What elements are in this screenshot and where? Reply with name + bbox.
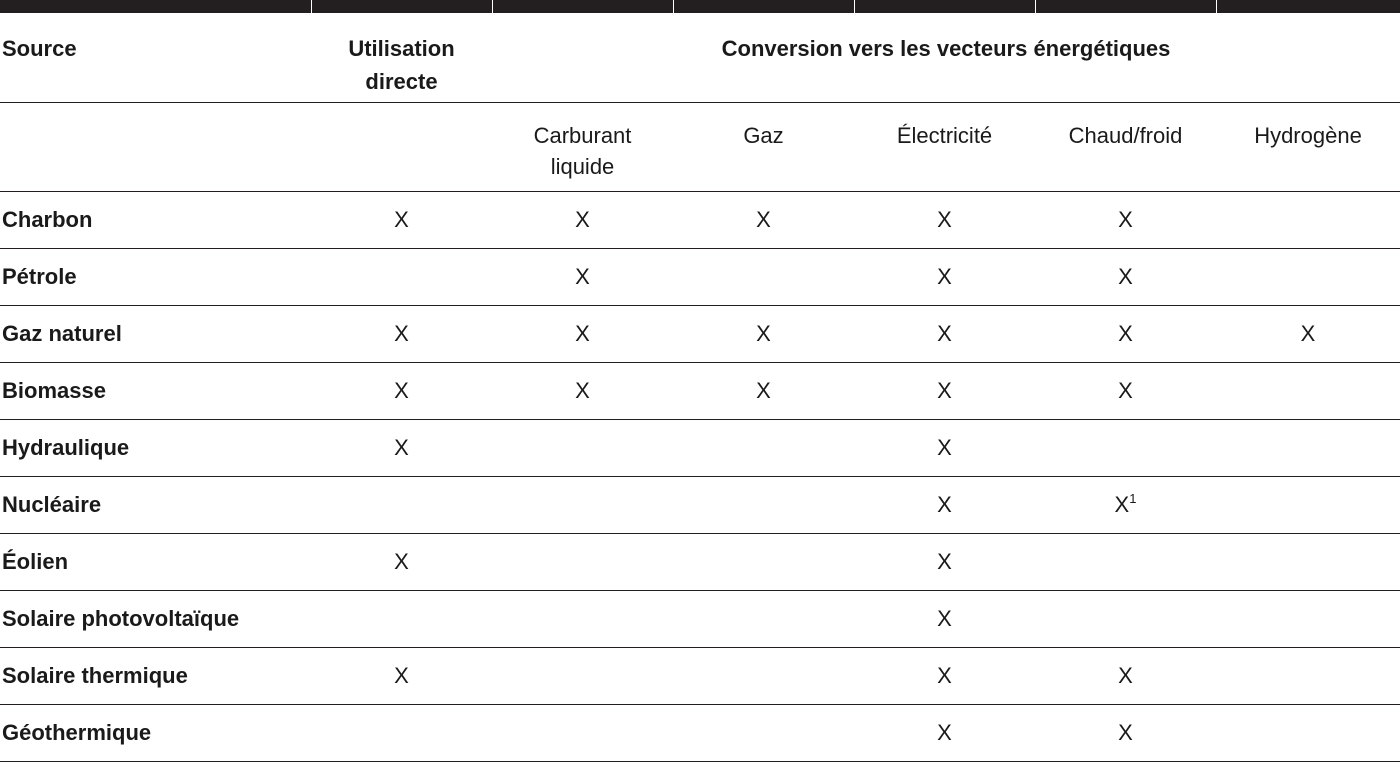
subheader-electricity: Électricité [854,102,1035,191]
subheader-hydrogen: Hydrogène [1216,102,1400,191]
cell-hydrogen [1216,362,1400,419]
cell-hydrogen [1216,533,1400,590]
cell-gas: X [673,305,854,362]
cell-liquid-fuel [492,533,673,590]
cell-liquid-fuel [492,476,673,533]
cell-heat-cold [1035,476,1216,533]
table-row [0,476,1400,533]
cell-liquid-fuel [492,704,673,761]
header-direct-line1: Utilisation [348,36,455,61]
row-source-name: Charbon [0,191,311,248]
cell-gas [673,419,854,476]
cell-liquid-fuel [492,647,673,704]
cell-electricity: X [854,647,1035,704]
cell-liquid-fuel [492,590,673,647]
row-source-name: Nucléaire [0,476,311,533]
cell-heat-cold: X [1035,305,1216,362]
table-row [0,533,1400,590]
cell-hydrogen [1216,191,1400,248]
cell-gas: X [673,191,854,248]
header-source: Source [0,13,311,102]
cell-direct: X [311,647,492,704]
cell-gas [673,647,854,704]
energy-conversion-table [0,13,1400,762]
cell-direct: X [311,419,492,476]
table-row [0,590,1400,647]
subheader-empty [0,102,311,191]
cell-direct: X [311,305,492,362]
cell-direct: X [311,191,492,248]
cell-hydrogen [1216,419,1400,476]
cell-direct [311,704,492,761]
rule-divider [1216,0,1217,13]
row-source-name: Solaire thermique [0,647,311,704]
cell-electricity: X [854,419,1035,476]
table-row [0,305,1400,362]
cell-electricity: X [854,704,1035,761]
subheader-empty-direct [311,102,492,191]
cell-electricity: X [854,590,1035,647]
rule-divider [492,0,493,13]
cell-heat-cold: X [1035,647,1216,704]
cell-electricity: X [854,248,1035,305]
subheader-liquid-fuel [492,102,673,191]
cell-hydrogen [1216,704,1400,761]
cell-hydrogen: X [1216,305,1400,362]
cell-heat-cold [1035,590,1216,647]
row-source-name: Géothermique [0,704,311,761]
cell-heat-cold-value: X [1114,492,1130,517]
cell-heat-cold: X [1035,704,1216,761]
subheader-row [0,102,1400,191]
table-row [0,419,1400,476]
cell-direct [311,476,492,533]
row-source-name: Éolien [0,533,311,590]
cell-heat-cold [1035,419,1216,476]
cell-gas [673,704,854,761]
cell-gas [673,533,854,590]
cell-direct [311,590,492,647]
cell-gas [673,248,854,305]
header-direct-line2: directe [365,69,438,94]
cell-heat-cold: X [1035,191,1216,248]
row-source-name: Gaz naturel [0,305,311,362]
rule-divider [1035,0,1036,13]
subheader-fuel-line2: liquide [550,153,615,179]
cell-hydrogen [1216,476,1400,533]
cell-liquid-fuel [492,419,673,476]
row-source-name: Hydraulique [0,419,311,476]
cell-gas [673,476,854,533]
cell-heat-cold: X [1035,362,1216,419]
table-row [0,191,1400,248]
cell-gas [673,590,854,647]
cell-electricity: X [854,476,1035,533]
table-row [0,704,1400,761]
subheader-fuel-line1: Carburant [533,122,632,148]
cell-heat-cold [1035,533,1216,590]
cell-liquid-fuel: X [492,362,673,419]
table-row [0,647,1400,704]
cell-direct: X [311,362,492,419]
row-source-name: Solaire photovoltaïque [0,590,311,647]
row-source-name: Biomasse [0,362,311,419]
cell-liquid-fuel: X [492,305,673,362]
cell-electricity: X [854,362,1035,419]
table-row [0,362,1400,419]
cell-electricity: X [854,191,1035,248]
subheader-gas: Gaz [673,102,854,191]
cell-hydrogen [1216,647,1400,704]
cell-heat-cold: X [1035,248,1216,305]
cell-direct: X [311,533,492,590]
cell-gas: X [673,362,854,419]
rule-divider [854,0,855,13]
cell-liquid-fuel: X [492,248,673,305]
cell-electricity: X [854,305,1035,362]
subheader-heat-cold: Chaud/froid [1035,102,1216,191]
footnote-mark: 1 [1129,491,1137,506]
header-conversion: Conversion vers les vecteurs énergétiques [492,13,1400,102]
cell-electricity: X [854,533,1035,590]
header-row [0,13,1400,102]
cell-liquid-fuel: X [492,191,673,248]
table-top-rule [0,0,1400,13]
rule-divider [673,0,674,13]
rule-divider [311,0,312,13]
header-direct-use [311,13,492,102]
row-source-name: Pétrole [0,248,311,305]
table-row [0,248,1400,305]
cell-hydrogen [1216,248,1400,305]
cell-hydrogen [1216,590,1400,647]
cell-direct [311,248,492,305]
